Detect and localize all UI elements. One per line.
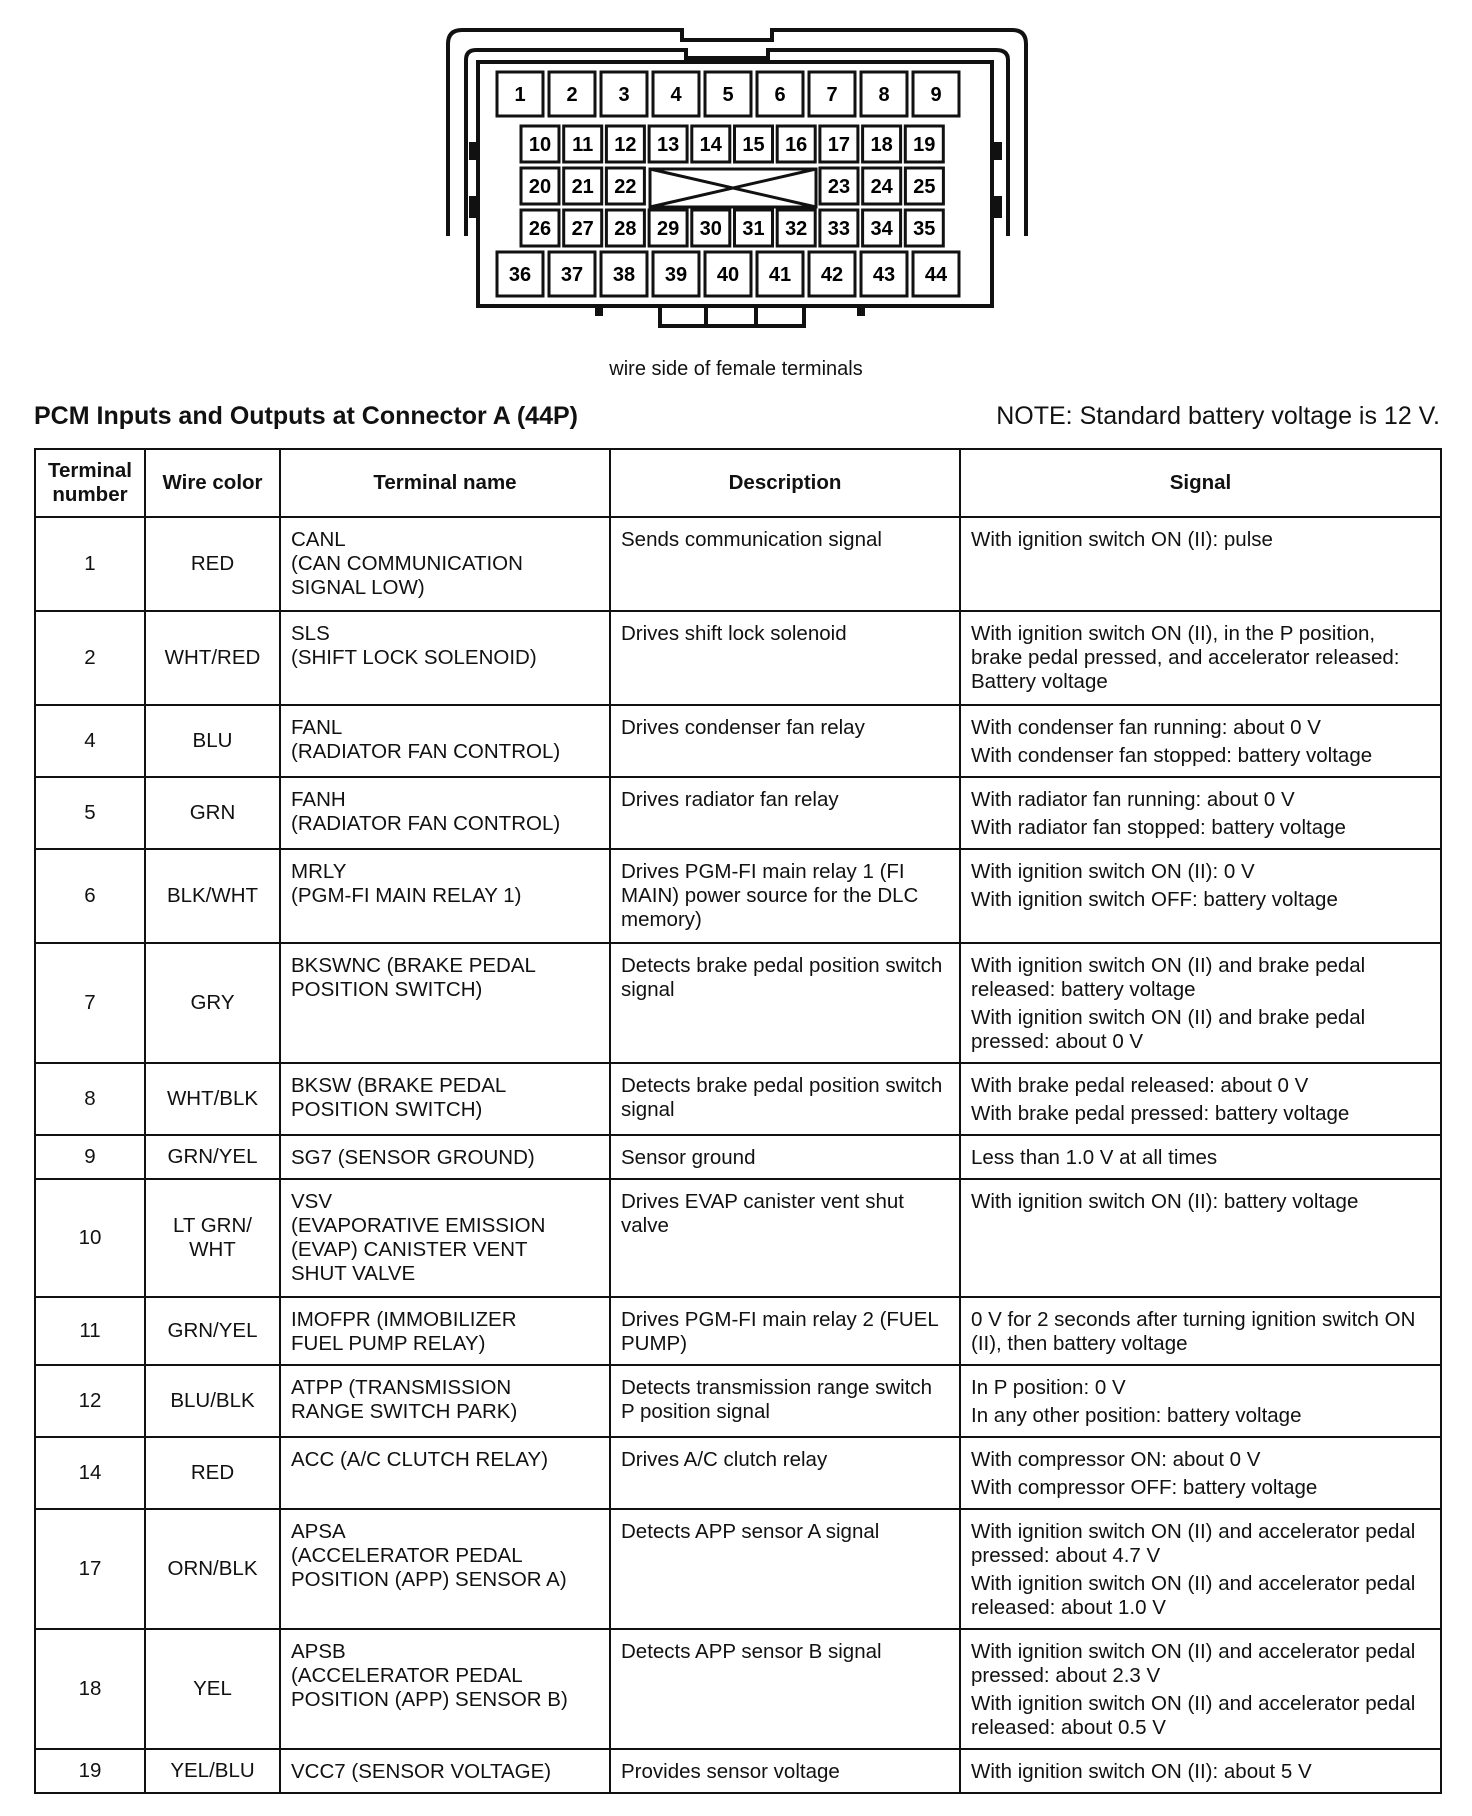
terminal-label: 8: [878, 84, 890, 106]
side-latch-left-upper: [469, 142, 479, 160]
cell-wire-color: RED: [145, 517, 280, 611]
side-latch-left-lower: [469, 196, 479, 218]
table-row: [35, 777, 1441, 849]
signal-line: With radiator fan running: about 0 V: [971, 788, 1295, 811]
header-wire-color: Wire color: [145, 449, 280, 517]
terminal-label: 37: [560, 264, 584, 286]
table-row: [35, 611, 1441, 705]
cell-signal: [960, 1629, 1441, 1749]
cell-signal: [960, 777, 1441, 849]
cell-description: Drives radiator fan relay: [610, 777, 960, 849]
signal-line: With ignition switch ON (II): about 5 V: [971, 1760, 1312, 1783]
cell-terminal-number: 12: [35, 1365, 145, 1437]
terminal-label: 1: [514, 84, 526, 106]
cell-signal: [960, 1365, 1441, 1437]
terminal-label: 12: [614, 134, 637, 156]
terminal-label: 23: [827, 176, 851, 198]
cell-terminal-number: 18: [35, 1629, 145, 1749]
terminal-label: 18: [870, 134, 893, 156]
cell-terminal-name: BKSWNC (BRAKE PEDAL POSITION SWITCH): [280, 943, 610, 1063]
cell-signal: [960, 611, 1441, 705]
terminal-label: 20: [528, 176, 552, 198]
signal-line: With compressor ON: about 0 V: [971, 1448, 1261, 1471]
signal-line: With ignition switch OFF: battery voltage: [971, 888, 1338, 911]
connector-caption: wire side of female terminals: [609, 358, 863, 380]
cell-description: Provides sensor voltage: [610, 1749, 960, 1793]
cell-wire-color: GRN: [145, 777, 280, 849]
terminal-label: 26: [528, 218, 552, 240]
signal-line: With compressor OFF: battery voltage: [971, 1476, 1318, 1499]
table-row: [35, 1297, 1441, 1365]
cell-terminal-number: 10: [35, 1179, 145, 1297]
cell-terminal-number: 4: [35, 705, 145, 777]
heading-row: [34, 402, 1440, 442]
terminal-label: 16: [785, 134, 808, 156]
terminal-label: 36: [508, 264, 532, 286]
signal-line: With ignition switch ON (II) and accelerator pedal pressed: about 4.7 V: [971, 1520, 1416, 1567]
cell-wire-color: GRN/YEL: [145, 1297, 280, 1365]
signal-line: In P position: 0 V: [971, 1376, 1126, 1399]
signal-line: With ignition switch ON (II) and brake pedal pressed: about 0 V: [971, 1006, 1366, 1053]
cell-signal: [960, 1063, 1441, 1135]
terminal-label: 35: [913, 218, 936, 240]
terminal-label: 10: [528, 134, 552, 156]
terminal-label: 24: [870, 176, 893, 198]
side-latch-right-upper: [992, 142, 1002, 160]
terminal-label: 38: [612, 264, 636, 286]
signal-line: With ignition switch ON (II) and accelerator pedal released: about 1.0 V: [971, 1572, 1416, 1619]
cell-description: Detects APP sensor A signal: [610, 1509, 960, 1629]
terminal-label: 32: [785, 218, 808, 240]
cell-terminal-number: 2: [35, 611, 145, 705]
cell-description: Drives PGM-FI main relay 2 (FUEL PUMP): [610, 1297, 960, 1365]
cell-terminal-name: VSV (EVAPORATIVE EMISSION (EVAP) CANISTER VENT SHUT VALVE: [280, 1179, 610, 1297]
terminal-label: 41: [768, 264, 792, 286]
signal-line: With brake pedal released: about 0 V: [971, 1074, 1309, 1097]
cell-wire-color: GRN/YEL: [145, 1135, 280, 1179]
cell-terminal-number: 14: [35, 1437, 145, 1509]
cell-signal: [960, 705, 1441, 777]
cell-description: Detects APP sensor B signal: [610, 1629, 960, 1749]
terminal-label: 11: [572, 134, 594, 156]
terminal-label: 27: [571, 218, 594, 240]
cell-wire-color: YEL/BLU: [145, 1749, 280, 1793]
terminal-label: 33: [827, 218, 851, 240]
page-title: PCM Inputs and Outputs at Connector A (44P): [34, 402, 578, 430]
cell-terminal-number: 11: [35, 1297, 145, 1365]
terminal-label: 7: [826, 84, 838, 106]
cell-description: Drives shift lock solenoid: [610, 611, 960, 705]
terminal-label: 17: [827, 134, 851, 156]
table-row: [35, 1063, 1441, 1135]
cell-terminal-name: SLS (SHIFT LOCK SOLENOID): [280, 611, 610, 705]
cell-wire-color: BLK/WHT: [145, 849, 280, 943]
terminal-label: 44: [924, 264, 948, 286]
terminal-label: 42: [820, 264, 844, 286]
terminal-label: 43: [872, 264, 896, 286]
signal-line: Less than 1.0 V at all times: [971, 1146, 1218, 1169]
terminal-label: 29: [656, 218, 680, 240]
cell-terminal-number: 5: [35, 777, 145, 849]
header-description: Description: [610, 449, 960, 517]
cell-wire-color: RED: [145, 1437, 280, 1509]
side-latch-right-lower: [992, 196, 1002, 218]
cell-description: Drives condenser fan relay: [610, 705, 960, 777]
cell-terminal-name: VCC7 (SENSOR VOLTAGE): [280, 1749, 610, 1793]
cell-signal: [960, 1297, 1441, 1365]
cell-signal: [960, 943, 1441, 1063]
cell-signal: [960, 517, 1441, 611]
cell-description: Detects transmission range switch P position signal: [610, 1365, 960, 1437]
cell-description: Drives EVAP canister vent shut valve: [610, 1179, 960, 1297]
cell-wire-color: WHT/BLK: [145, 1063, 280, 1135]
terminal-label: 25: [913, 176, 936, 198]
terminal-label: 31: [742, 218, 765, 240]
cell-terminal-number: 1: [35, 517, 145, 611]
signal-line: With ignition switch ON (II): 0 V: [971, 860, 1255, 883]
signal-line: With radiator fan stopped: battery voltage: [971, 816, 1346, 839]
header-terminal-name: Terminal name: [280, 449, 610, 517]
table-header-row: [35, 449, 1441, 517]
cell-terminal-name: ACC (A/C CLUTCH RELAY): [280, 1437, 610, 1509]
table-row: [35, 517, 1441, 611]
cell-terminal-number: 9: [35, 1135, 145, 1179]
signal-line: With ignition switch ON (II): battery voltage: [971, 1190, 1359, 1213]
cell-terminal-name: MRLY (PGM-FI MAIN RELAY 1): [280, 849, 610, 943]
cell-terminal-number: 7: [35, 943, 145, 1063]
terminal-label: 15: [742, 134, 765, 156]
cell-terminal-name: BKSW (BRAKE PEDAL POSITION SWITCH): [280, 1063, 610, 1135]
signal-line: With ignition switch ON (II), in the P position, brake pedal pressed, and accelerator released: Battery voltage: [971, 622, 1400, 693]
table-row: [35, 1365, 1441, 1437]
cell-terminal-name: APSB (ACCELERATOR PEDAL POSITION (APP) SENSOR B): [280, 1629, 610, 1749]
terminal-label: 40: [716, 264, 740, 286]
signal-line: In any other position: battery voltage: [971, 1404, 1302, 1427]
cell-signal: [960, 1509, 1441, 1629]
terminal-label: 22: [614, 176, 637, 198]
cell-terminal-name: FANL (RADIATOR FAN CONTROL): [280, 705, 610, 777]
cell-signal: [960, 1135, 1441, 1179]
cell-wire-color: LT GRN/ WHT: [145, 1179, 280, 1297]
cell-wire-color: BLU/BLK: [145, 1365, 280, 1437]
cell-terminal-name: SG7 (SENSOR GROUND): [280, 1135, 610, 1179]
terminal-label: 5: [722, 84, 734, 106]
pcm-io-table: [34, 448, 1442, 1794]
cell-terminal-number: 19: [35, 1749, 145, 1793]
cell-terminal-number: 17: [35, 1509, 145, 1629]
table-row: [35, 1749, 1441, 1793]
terminal-label: 9: [930, 84, 942, 106]
connector-bottom-key: [660, 306, 804, 326]
table-row: [35, 1629, 1441, 1749]
table-row: [35, 1509, 1441, 1629]
signal-line: With ignition switch ON (II) and brake pedal released: battery voltage: [971, 954, 1366, 1001]
table-row: [35, 1437, 1441, 1509]
connector-diagram: [0, 0, 1472, 400]
table-row: [35, 849, 1441, 943]
terminal-label: 13: [656, 134, 680, 156]
cell-wire-color: ORN/BLK: [145, 1509, 280, 1629]
cell-signal: [960, 1437, 1441, 1509]
cell-wire-color: BLU: [145, 705, 280, 777]
cell-signal: [960, 849, 1441, 943]
bottom-nub-right: [857, 306, 865, 316]
cell-terminal-name: APSA (ACCELERATOR PEDAL POSITION (APP) SENSOR A): [280, 1509, 610, 1629]
signal-line: With condenser fan stopped: battery voltage: [971, 744, 1373, 767]
terminal-label: 3: [618, 84, 630, 106]
terminal-label: 30: [699, 218, 722, 240]
terminal-label: 19: [913, 134, 936, 156]
table-row: [35, 1179, 1441, 1297]
cell-description: Sends communication signal: [610, 517, 960, 611]
terminal-label: 39: [664, 264, 688, 286]
cell-description: Drives PGM-FI main relay 1 (FI MAIN) power source for the DLC memory): [610, 849, 960, 943]
cell-wire-color: YEL: [145, 1629, 280, 1749]
cell-description: Detects brake pedal position switch signal: [610, 1063, 960, 1135]
cell-wire-color: GRY: [145, 943, 280, 1063]
cell-terminal-number: 6: [35, 849, 145, 943]
terminal-label: 14: [699, 134, 722, 156]
cell-terminal-name: ATPP (TRANSMISSION RANGE SWITCH PARK): [280, 1365, 610, 1437]
signal-line: With condenser fan running: about 0 V: [971, 716, 1321, 739]
table-row: [35, 705, 1441, 777]
cell-signal: [960, 1749, 1441, 1793]
terminal-label: 28: [614, 218, 637, 240]
cell-wire-color: WHT/RED: [145, 611, 280, 705]
cell-terminal-name: IMOFPR (IMMOBILIZER FUEL PUMP RELAY): [280, 1297, 610, 1365]
terminal-label: 4: [670, 84, 682, 106]
header-terminal-number: Terminal number: [35, 449, 145, 517]
cell-description: Detects brake pedal position switch signal: [610, 943, 960, 1063]
signal-line: 0 V for 2 seconds after turning ignition switch ON (II), then battery voltage: [971, 1308, 1416, 1355]
signal-line: With ignition switch ON (II) and accelerator pedal released: about 0.5 V: [971, 1692, 1416, 1739]
header-signal: Signal: [960, 449, 1441, 517]
voltage-note: NOTE: Standard battery voltage is 12 V.: [996, 402, 1440, 430]
terminal-label: 21: [571, 176, 594, 198]
cell-terminal-number: 8: [35, 1063, 145, 1135]
connector-face: [0, 0, 1472, 360]
terminal-label: 6: [774, 84, 786, 106]
cell-description: Sensor ground: [610, 1135, 960, 1179]
cell-terminal-name: FANH (RADIATOR FAN CONTROL): [280, 777, 610, 849]
bottom-nub-left: [595, 306, 603, 316]
cell-description: Drives A/C clutch relay: [610, 1437, 960, 1509]
signal-line: With ignition switch ON (II) and accelerator pedal pressed: about 2.3 V: [971, 1640, 1416, 1687]
table-row: [35, 1135, 1441, 1179]
table-row: [35, 943, 1441, 1063]
cell-signal: [960, 1179, 1441, 1297]
signal-line: With brake pedal pressed: battery voltage: [971, 1102, 1350, 1125]
signal-line: With ignition switch ON (II): pulse: [971, 528, 1273, 551]
cell-terminal-name: CANL (CAN COMMUNICATION SIGNAL LOW): [280, 517, 610, 611]
terminal-label: 34: [870, 218, 893, 240]
terminal-label: 2: [566, 84, 578, 106]
